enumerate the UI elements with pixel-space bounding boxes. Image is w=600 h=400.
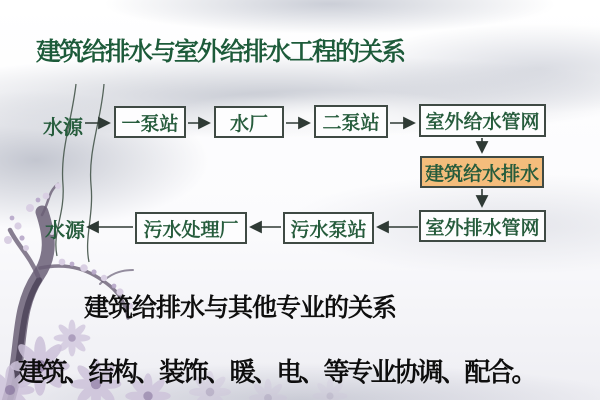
node-water-source-bottom: 水源 bbox=[45, 220, 85, 242]
section-title: 建筑给排水与其他专业的关系 bbox=[84, 294, 397, 322]
node-water-source-top: 水源 bbox=[43, 117, 83, 139]
node-pump-station-1: 一泵站 bbox=[114, 106, 186, 138]
node-sewage-pump-station: 污水泵站 bbox=[283, 212, 374, 244]
page-title: 建筑给排水与室外给排水工程的关系 bbox=[36, 38, 405, 66]
node-water-plant: 水厂 bbox=[214, 106, 284, 138]
river-line-right bbox=[88, 84, 104, 262]
node-outdoor-supply-network: 室外给水管网 bbox=[419, 104, 546, 137]
node-building-water-supply-drainage: 建筑给水排水 bbox=[420, 156, 544, 188]
node-outdoor-drainage-network: 室外排水管网 bbox=[419, 210, 546, 242]
node-pump-station-2: 二泵站 bbox=[314, 105, 388, 138]
node-sewage-treatment-plant: 污水处理厂 bbox=[135, 212, 247, 244]
footer-text: 建筑、结构、装饰、暖、电、等专业协调、配合。 bbox=[18, 357, 536, 387]
